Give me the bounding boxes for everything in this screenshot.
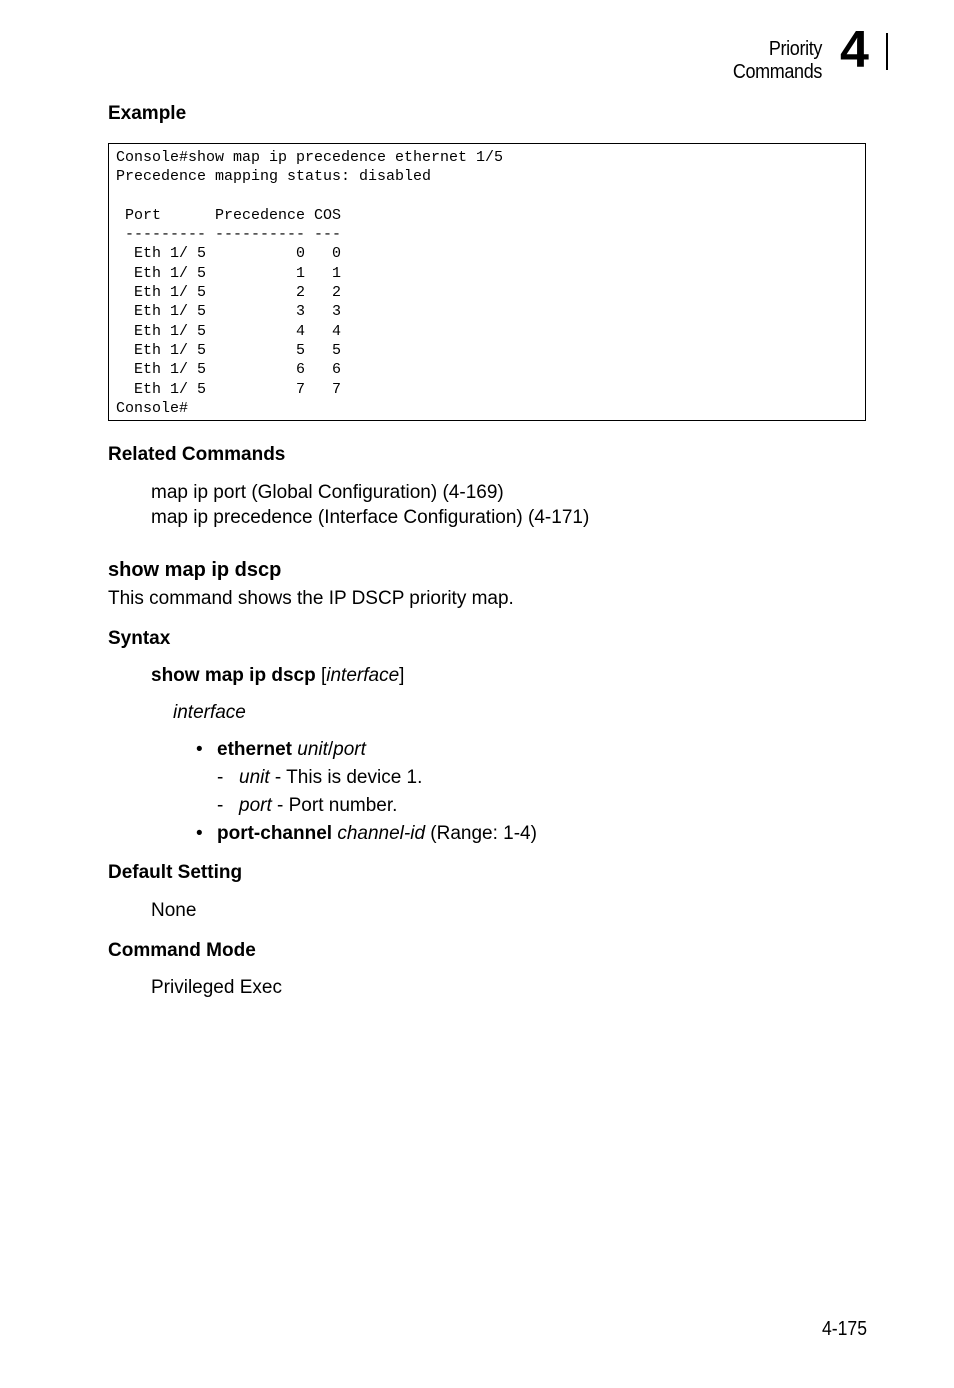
related-command-item: map ip precedence (Interface Configuration) (4-171) [151, 507, 590, 528]
command-title: show map ip dscp [108, 559, 282, 581]
ethernet-port: port [333, 739, 366, 760]
syntax-heading: Syntax [108, 628, 171, 649]
dash-icon: - [217, 795, 224, 816]
syntax-line [151, 665, 404, 687]
ethernet-slash: / [327, 739, 334, 760]
unit-description [239, 767, 422, 789]
bullet-icon: • [196, 823, 203, 844]
command-description: This command shows the IP DSCP priority map. [108, 588, 514, 609]
unit-desc-text: - This is device 1. [269, 767, 423, 788]
param-label [173, 702, 246, 724]
chapter-number: 4 [840, 21, 869, 79]
bullet-icon: • [196, 739, 203, 760]
command-mode-heading: Command Mode [108, 940, 256, 961]
chapter-divider [886, 33, 888, 70]
syntax-close-bracket: ] [399, 665, 405, 686]
port-channel-range: (Range: 1-4) [425, 823, 537, 844]
port-channel-param: channel-id [337, 823, 426, 844]
dash-icon: - [217, 767, 224, 788]
ethernet-option [217, 739, 366, 761]
code-example-box [108, 143, 866, 421]
page-number: 4-175 [821, 1318, 867, 1340]
port-channel-keyword: port-channel [217, 823, 333, 844]
ethernet-unit: unit [297, 739, 328, 760]
port-channel-option [217, 823, 537, 845]
code-example: Console#show map ip precedence ethernet 1/5 Precedence mapping status: disabled Port Precedence COS --------- ---------- --- Eth 1/ 5 0 0 Eth 1/ 5 1 1 Eth 1/ 5 2 2 Eth 1/ 5 3 3 Eth 1/ 5 4 4 Eth 1/ 5 5 5 Eth 1/ 5 6 6 Eth 1/ 5 7 7 Console# [116, 149, 504, 417]
port-desc-text: - Port number. [271, 795, 398, 816]
syntax-open-bracket: [ [315, 665, 327, 686]
syntax-command: show map ip dscp [151, 665, 316, 686]
command-mode-value: Privileged Exec [151, 977, 282, 998]
port-description [239, 795, 397, 817]
default-setting-heading: Default Setting [108, 862, 243, 883]
example-heading: Example [108, 103, 187, 124]
chapter-title: Priority Commands [732, 38, 822, 83]
syntax-param: interface [326, 665, 400, 686]
param-label-text: interface [173, 702, 246, 723]
default-setting-value: None [151, 900, 197, 921]
related-commands-heading: Related Commands [108, 444, 286, 465]
related-command-item: map ip port (Global Configuration) (4-169) [151, 482, 504, 503]
port-term: port [239, 795, 272, 816]
unit-term: unit [239, 767, 270, 788]
ethernet-keyword: ethernet [217, 739, 292, 760]
